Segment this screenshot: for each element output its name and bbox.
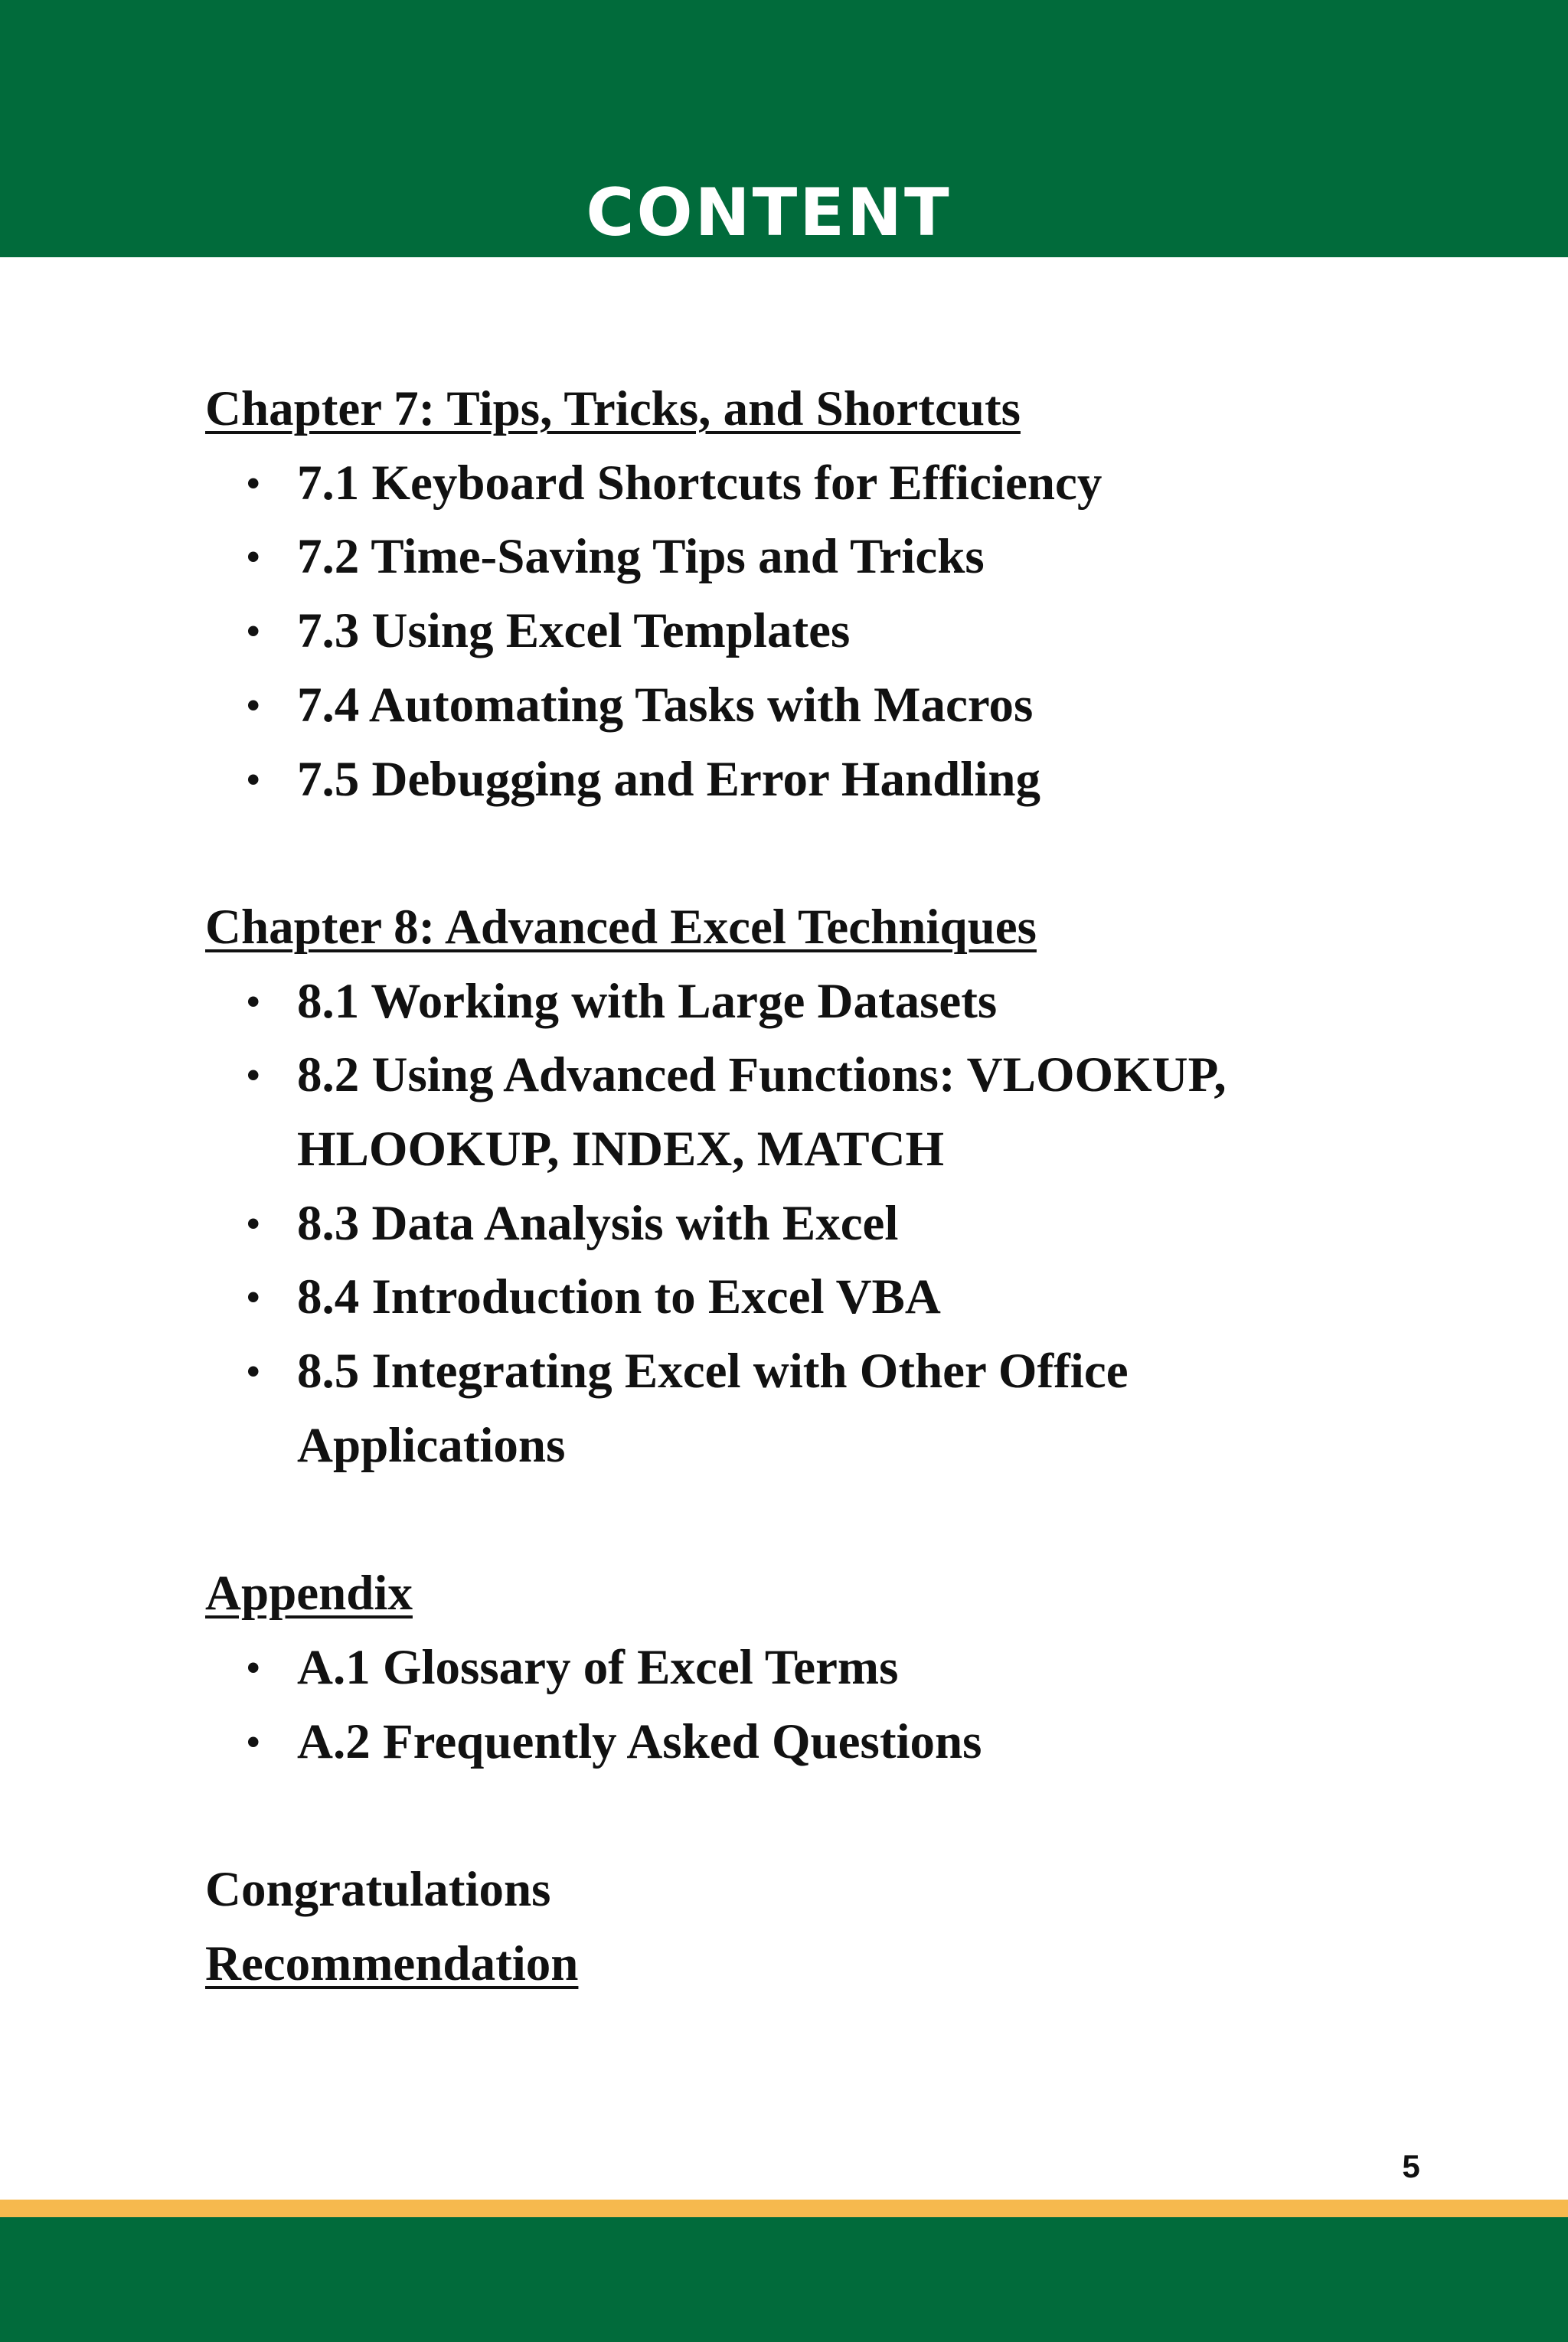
toc-item-label: HLOOKUP, INDEX, MATCH — [297, 1121, 945, 1177]
toc-item-label: 8.2 Using Advanced Functions: VLOOKUP, — [297, 1047, 1227, 1103]
bullet-icon: • — [247, 1720, 260, 1763]
recommendation-heading — [205, 1927, 1400, 2001]
toc-item-8-5 — [205, 1334, 1400, 1409]
chapter-7-title: Chapter 7: Tips, Tricks, and Shortcuts — [205, 381, 1021, 436]
toc-item-label: 7.3 Using Excel Templates — [297, 603, 851, 659]
toc-item-7-4 — [205, 668, 1400, 743]
toc-item-8-5-continued — [205, 1409, 1400, 1483]
bullet-icon: • — [247, 1350, 260, 1393]
toc-item-7-2 — [205, 520, 1400, 594]
bullet-icon: • — [247, 1276, 260, 1319]
toc-item-label: 8.3 Data Analysis with Excel — [297, 1195, 899, 1251]
toc-item-8-4 — [205, 1260, 1400, 1334]
section-spacer — [205, 1779, 1400, 1853]
bullet-icon: • — [247, 535, 260, 579]
footer-accent-stripe — [0, 2200, 1568, 2217]
congratulations-title: Congratulations — [205, 1861, 551, 1917]
chapter-7-heading — [205, 372, 1400, 446]
appendix-heading — [205, 1556, 1400, 1631]
footer-band — [0, 2217, 1568, 2342]
bullet-icon: • — [247, 979, 260, 1023]
toc-item-a-2 — [205, 1705, 1400, 1779]
toc-item-label: 8.1 Working with Large Datasets — [297, 973, 998, 1029]
chapter-8-heading — [205, 890, 1400, 965]
bullet-icon: • — [247, 461, 260, 505]
bullet-icon: • — [247, 609, 260, 653]
table-of-contents — [205, 372, 1400, 2001]
chapter-8-items — [205, 965, 1400, 1483]
congratulations-heading — [205, 1853, 1400, 1927]
toc-item-7-3 — [205, 594, 1400, 668]
toc-item-7-5 — [205, 743, 1400, 817]
toc-item-8-1 — [205, 965, 1400, 1039]
bullet-icon: • — [247, 757, 260, 801]
toc-item-label: Applications — [297, 1417, 566, 1473]
section-spacer — [205, 1483, 1400, 1557]
bullet-icon: • — [247, 683, 260, 727]
recommendation-title: Recommendation — [205, 1935, 579, 1991]
toc-item-a-1 — [205, 1631, 1400, 1705]
bullet-icon: • — [247, 1201, 260, 1245]
toc-item-label: A.2 Frequently Asked Questions — [297, 1713, 982, 1769]
page-number: 5 — [1402, 2148, 1420, 2184]
chapter-8-title: Chapter 8: Advanced Excel Techniques — [205, 899, 1037, 955]
bullet-icon: • — [247, 1053, 260, 1097]
page-title: CONTENT — [586, 175, 952, 251]
toc-item-8-3 — [205, 1187, 1400, 1261]
toc-item-label: A.1 Glossary of Excel Terms — [297, 1639, 899, 1695]
section-spacer — [205, 816, 1400, 890]
toc-item-label: 7.2 Time-Saving Tips and Tricks — [297, 529, 985, 585]
chapter-7-items — [205, 446, 1400, 817]
toc-item-label: 8.5 Integrating Excel with Other Office — [297, 1344, 1129, 1400]
appendix-title: Appendix — [205, 1566, 413, 1622]
bullet-icon: • — [247, 1645, 260, 1689]
toc-item-label: 8.4 Introduction to Excel VBA — [297, 1269, 941, 1325]
toc-item-7-1 — [205, 446, 1400, 521]
toc-item-8-2 — [205, 1038, 1400, 1112]
toc-item-label: 7.1 Keyboard Shortcuts for Efficiency — [297, 455, 1102, 511]
toc-item-label: 7.5 Debugging and Error Handling — [297, 751, 1041, 807]
appendix-items — [205, 1631, 1400, 1779]
toc-item-8-2-continued — [205, 1112, 1400, 1187]
toc-item-label: 7.4 Automating Tasks with Macros — [297, 677, 1034, 733]
